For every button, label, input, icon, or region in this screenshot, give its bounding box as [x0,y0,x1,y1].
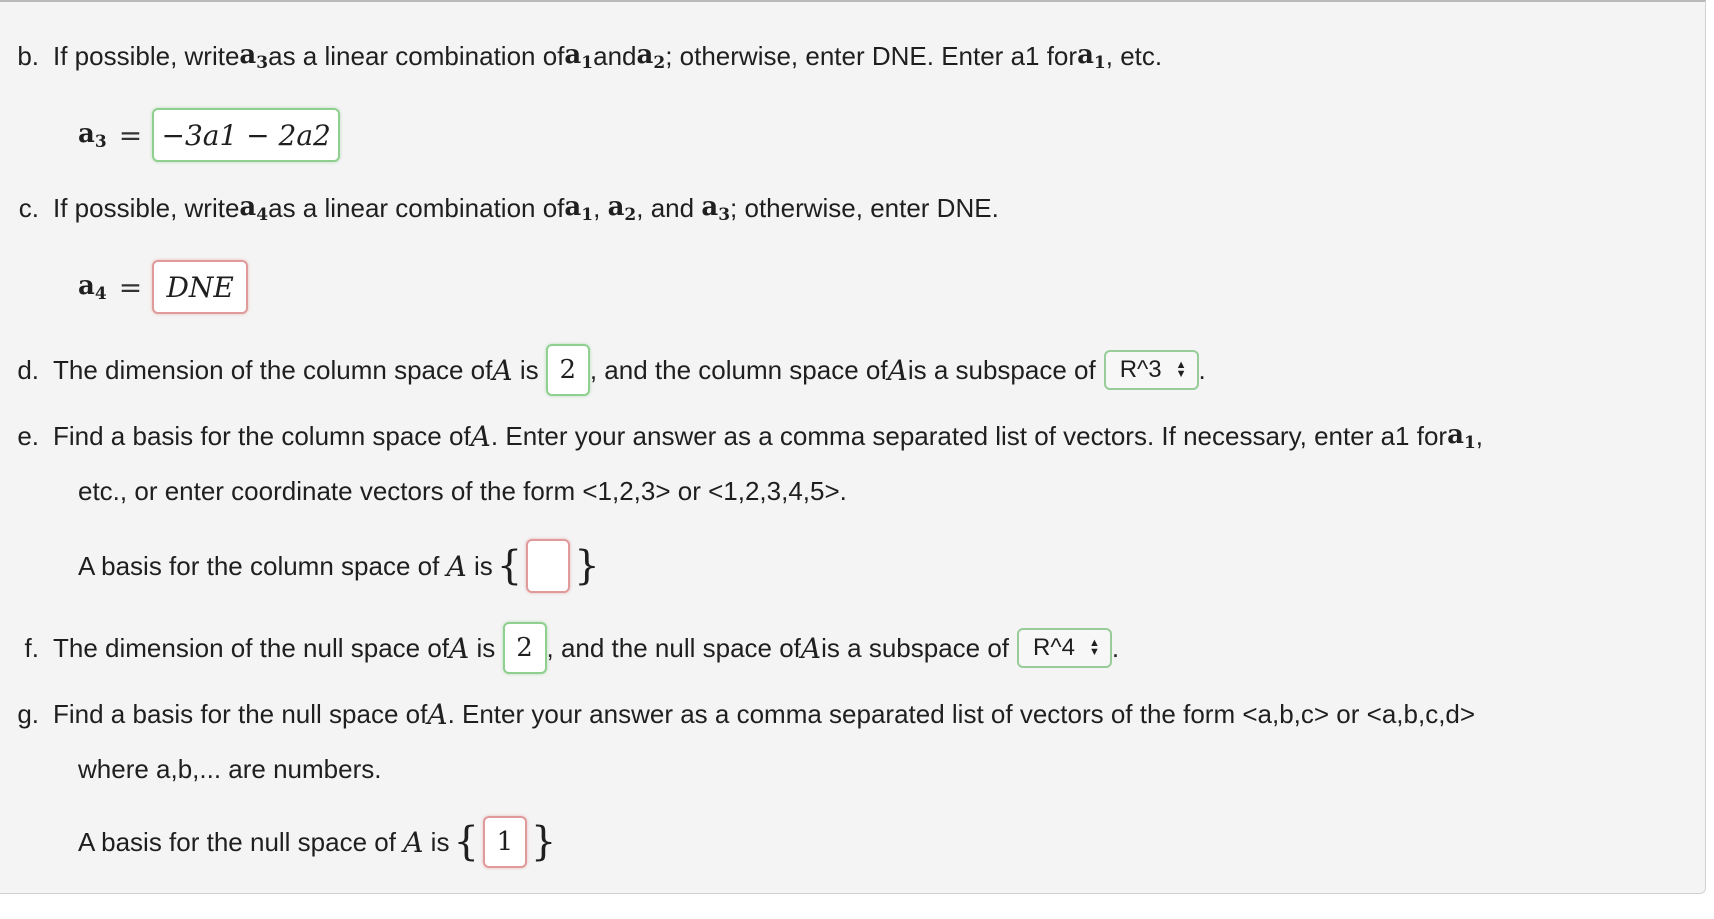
matrix-A: A [427,698,448,731]
matrix-A: A [887,353,908,387]
part-b-marker: b. [17,41,39,71]
prompt-text: If possible, write [53,193,240,223]
column-space-ambient-select[interactable] [1104,350,1199,390]
prompt-text: . Enter your answer as a comma separated list of vectors of the form <a,b,c> or <a,b,c,d> [447,699,1476,729]
select-arrows-icon: ▲ ▼ [1088,637,1100,658]
prompt-text: Find a basis for the null space of [53,699,428,729]
brace-close: } [530,819,557,865]
part-b-prompt [0,40,1162,73]
prompt-text: is [466,550,493,581]
part-b-answer-row [78,108,340,162]
brace-close: } [574,543,600,589]
null-space-ambient-select[interactable] [1017,628,1112,668]
part-e-answer-row [78,539,604,593]
vector-a1: $a_1$ [1447,420,1476,453]
brace-open: { [496,543,523,589]
prompt-text: as a linear combination of [268,41,565,71]
prompt-text: If possible, write [53,41,240,71]
prompt-text: The dimension of the column space of [53,354,493,385]
column-space-basis-field[interactable] [526,539,570,593]
prompt-text: is [423,826,450,857]
part-f-marker: f. [24,632,39,663]
prompt-text: ; otherwise, enter DNE. [730,193,999,223]
brace-open: { [453,819,479,865]
prompt-text: is [469,632,503,663]
part-f-prompt [0,622,1119,674]
prompt-text: as a linear combination of [268,193,565,223]
null-space-basis-field[interactable]: 1 [483,816,527,868]
vector-a3: $a_3$ [701,192,731,225]
prompt-text: Find a basis for the column space of [53,421,471,451]
part-e-prompt-line2: etc., or enter coordinate vectors of the form <1,2,3> or <1,2,3,4,5>. [78,476,847,506]
equals-sign: = [118,118,143,152]
part-g-prompt [0,698,1475,731]
equals-sign: = [118,270,143,304]
lhs-a4: $a_4$ [78,270,107,304]
matrix-A: A [403,825,424,859]
basis-label: A basis for the column space of [78,550,447,581]
prompt-text: and [593,41,637,71]
vector-a2: $a_2$ [636,40,666,73]
prompt-text: is a subspace of [821,632,1010,663]
basis-label: A basis for the null space of [78,826,404,857]
part-d-prompt [0,344,1206,396]
part-c-marker: c. [18,193,39,223]
null-space-dimension-field[interactable]: 2 [503,622,547,674]
prompt-text: , and the null space of [546,632,801,663]
matrix-A: A [470,420,491,453]
matrix-A: A [449,631,470,665]
matrix-A: A [492,353,513,387]
prompt-text: is [512,354,546,385]
part-g-prompt-line2: where a,b,... are numbers. [78,754,382,784]
select-value: R^3 [1119,356,1162,383]
vector-a3: $a_3$ [239,40,269,73]
prompt-text: , [593,193,608,223]
part-d-marker: d. [17,354,39,385]
vector-a1: $a_1$ [564,40,594,73]
prompt-text: . [1198,354,1206,385]
select-arrows-icon: ▲ ▼ [1175,359,1187,380]
part-e-marker: e. [17,421,39,451]
prompt-text: , etc. [1105,41,1163,71]
part-c-prompt [0,192,999,225]
prompt-text: . Enter your answer as a comma separated list of vectors. If necessary, enter a1 for [490,421,1448,451]
matrix-A: A [800,631,822,665]
vector-a1: $a_1$ [564,192,594,225]
lhs-a3: $a_3$ [78,118,107,152]
prompt-text: , and the column space of [589,354,888,385]
part-c-answer-row [78,260,248,314]
part-b-answer-field[interactable]: −3a1 − 2a2 [152,108,340,162]
matrix-A: A [446,549,467,583]
prompt-text: ; otherwise, enter DNE. Enter a1 for [665,41,1078,71]
part-e-prompt [0,420,1483,453]
prompt-text: , [1475,421,1484,451]
vector-a2: $a_2$ [607,192,637,225]
select-value: R^4 [1033,634,1075,661]
part-c-answer-field[interactable]: DNE [152,260,248,314]
prompt-text: . [1111,632,1120,663]
column-space-dimension-field[interactable]: 2 [546,344,590,396]
part-g-answer-row [78,816,560,868]
vector-a1: $a_1$ [1077,40,1106,73]
part-g-marker: g. [17,699,39,729]
vector-a4: $a_4$ [239,192,269,225]
prompt-text: is a subspace of [907,354,1096,385]
prompt-text: , and [636,193,702,223]
prompt-text: The dimension of the null space of [53,632,450,663]
